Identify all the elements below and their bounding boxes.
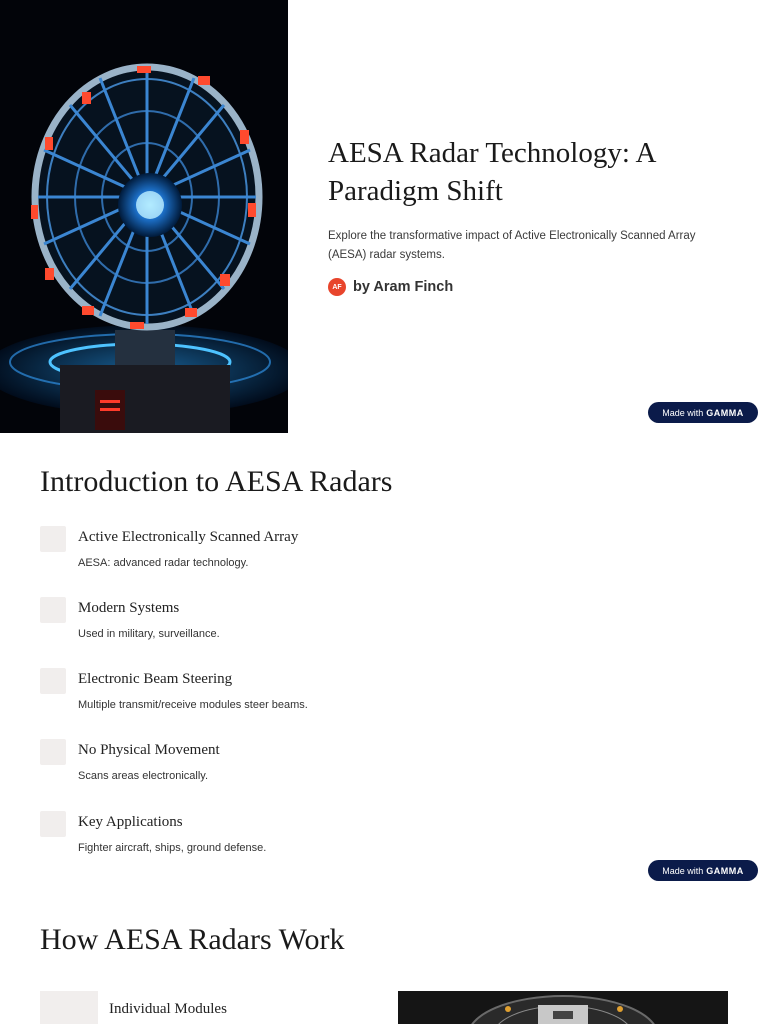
- title-slide: [0, 0, 768, 433]
- radar-module-illustration: [398, 991, 728, 1024]
- radar-module-image: [398, 991, 728, 1024]
- avatar: AF: [328, 278, 346, 296]
- how-it-works-slide: [0, 890, 768, 1024]
- radar-dish-image: [0, 0, 288, 433]
- item-title: Active Electronically Scanned Array: [78, 529, 299, 545]
- item-title: Key Applications: [78, 814, 183, 830]
- page-title: AESA Radar Technology: A Paradigm Shift: [328, 137, 655, 207]
- radar-dish-illustration: [0, 0, 288, 433]
- gamma-logo: GAMMA: [706, 865, 744, 876]
- made-with-gamma-badge[interactable]: [648, 402, 758, 423]
- gamma-logo: GAMMA: [706, 407, 744, 418]
- bullet-icon: [40, 739, 66, 765]
- item-description: Used in military, surveillance.: [78, 628, 220, 640]
- section-heading: How AESA Radars Work: [40, 923, 345, 956]
- made-with-gamma-badge[interactable]: [648, 860, 758, 881]
- page-subtitle: Explore the transformative impact of Active Electronically Scanned Array (AESA) radar systems.: [328, 230, 696, 261]
- bullet-icon: [40, 526, 66, 552]
- badge-prefix: Made with: [662, 407, 704, 418]
- item-description: Scans areas electronically.: [78, 770, 209, 782]
- item-title: No Physical Movement: [78, 742, 220, 758]
- badge-prefix: Made with: [662, 865, 704, 876]
- item-description: Fighter aircraft, ships, ground defense.: [78, 842, 267, 854]
- item-title: Electronic Beam Steering: [78, 671, 233, 687]
- item-title: Individual Modules: [109, 1001, 227, 1017]
- section-heading: Introduction to AESA Radars: [40, 465, 393, 498]
- author-name: by Aram Finch: [353, 279, 454, 295]
- author-byline[interactable]: [328, 278, 453, 296]
- bullet-icon: [40, 668, 66, 694]
- item-description: Multiple transmit/receive modules steer beams.: [78, 699, 308, 711]
- bullet-icon: [40, 597, 66, 623]
- intro-slide: [0, 433, 768, 890]
- module-icon: [40, 991, 98, 1024]
- item-description: AESA: advanced radar technology.: [78, 557, 249, 569]
- bullet-icon: [40, 811, 66, 837]
- item-title: Modern Systems: [78, 600, 180, 616]
